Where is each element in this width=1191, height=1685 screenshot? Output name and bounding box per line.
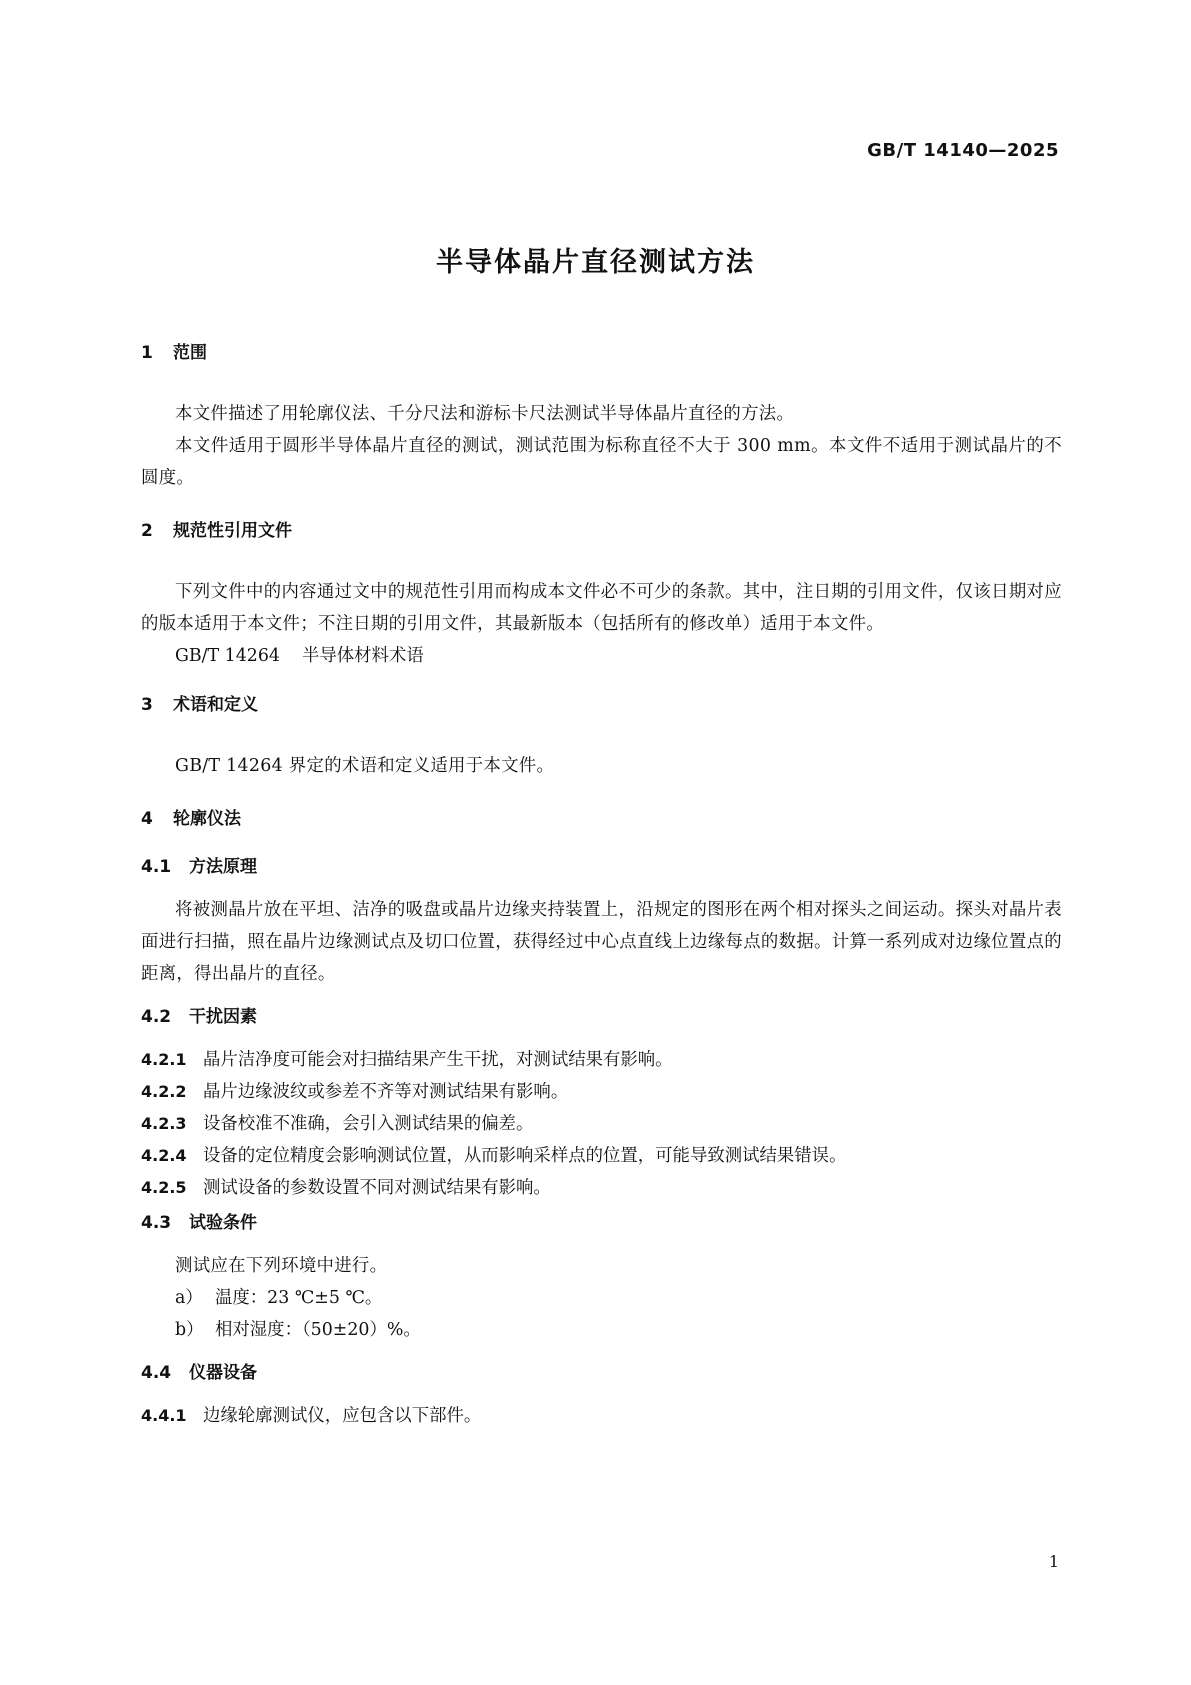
clause-4-2-3 [141, 1108, 1062, 1140]
list-text: 温度：23 ℃±5 ℃。 [215, 1288, 383, 1308]
subsection-heading-4-4 [141, 1358, 1062, 1388]
list-marker: a） [175, 1288, 203, 1308]
clause-text: 设备校准不准确，会引入测试结果的偏差。 [203, 1114, 534, 1134]
clause-number: 4.2.2 [141, 1082, 187, 1101]
section-heading-3 [141, 690, 1062, 720]
clause-text: 测试设备的参数设置不同对测试结果有影响。 [203, 1178, 551, 1198]
clause-number: 4.2.1 [141, 1050, 187, 1069]
paragraph: 本文件适用于圆形半导体晶片直径的测试，测试范围为标称直径不大于 300 mm。本文件不适用于测试晶片的不圆度。 [141, 436, 1062, 488]
section-title: 范围 [173, 343, 207, 363]
clause-4-2-4 [141, 1140, 1062, 1172]
normative-reference [141, 640, 1062, 672]
section-title: 规范性引用文件 [173, 521, 292, 541]
clause-4-2-1 [141, 1044, 1062, 1076]
clause-text: 边缘轮廓测试仪，应包含以下部件。 [203, 1406, 482, 1426]
paragraph: 将被测晶片放在平坦、洁净的吸盘或晶片边缘夹持装置上，沿规定的图形在两个相对探头之间运动。探头对晶片表面进行扫描，照在晶片边缘测试点及切口位置，获得经过中心点直线上边缘每点的数据。计算一系列成对边缘位置点的距离，得出晶片的直径。 [141, 900, 1062, 984]
clause-4-2-2 [141, 1076, 1062, 1108]
clause-number: 4.2.5 [141, 1178, 187, 1197]
section-heading-4 [141, 804, 1062, 834]
clause-text: 晶片洁净度可能会对扫描结果产生干扰，对测试结果有影响。 [203, 1050, 673, 1070]
list-marker: b） [175, 1320, 204, 1340]
section-title: 轮廓仪法 [173, 809, 241, 829]
subsection-title: 干扰因素 [189, 1007, 257, 1027]
page-number: 1 [1048, 1552, 1059, 1571]
list-item-a [141, 1282, 1062, 1314]
subsection-number: 4.1 [141, 857, 172, 877]
document-body [141, 338, 1062, 1432]
paragraph: GB/T 14264 界定的术语和定义适用于本文件。 [175, 756, 555, 776]
subsection-heading-4-1 [141, 852, 1062, 882]
clause-number: 4.2.4 [141, 1146, 187, 1165]
section-heading-2 [141, 516, 1062, 546]
document-title: 半导体晶片直径测试方法 [436, 247, 755, 278]
clause-number: 4.2.3 [141, 1114, 187, 1133]
section-title: 术语和定义 [173, 695, 258, 715]
paragraph: 测试应在下列环境中进行。 [175, 1256, 388, 1276]
clause-text: 设备的定位精度会影响测试位置，从而影响采样点的位置，可能导致测试结果错误。 [203, 1146, 847, 1166]
section-number: 4 [141, 809, 153, 829]
subsection-heading-4-3 [141, 1208, 1062, 1238]
section-number: 3 [141, 695, 153, 715]
subsection-heading-4-2 [141, 1002, 1062, 1032]
paragraph: 下列文件中的内容通过文中的规范性引用而构成本文件必不可少的条款。其中，注日期的引用文件，仅该日期对应的版本适用于本文件；不注日期的引用文件，其最新版本（包括所有的修改单）适用于本文件。 [141, 582, 1062, 634]
list-item-b [141, 1314, 1062, 1346]
subsection-title: 试验条件 [189, 1213, 257, 1233]
reference-name: 半导体材料术语 [301, 646, 424, 666]
section-number: 1 [141, 343, 153, 363]
subsection-number: 4.2 [141, 1007, 172, 1027]
clause-4-2-5 [141, 1172, 1062, 1204]
section-number: 2 [141, 521, 153, 541]
subsection-title: 仪器设备 [189, 1363, 257, 1383]
clause-text: 晶片边缘波纹或参差不齐等对测试结果有影响。 [203, 1082, 569, 1102]
subsection-title: 方法原理 [189, 857, 257, 877]
reference-code: GB/T 14264 [175, 646, 280, 666]
clause-4-4-1 [141, 1400, 1062, 1432]
subsection-number: 4.4 [141, 1363, 172, 1383]
list-text: 相对湿度：（50±20）%。 [215, 1320, 421, 1340]
standard-code: GB/T 14140—2025 [867, 140, 1059, 161]
clause-number: 4.4.1 [141, 1406, 187, 1425]
section-heading-1 [141, 338, 1062, 368]
paragraph: 本文件描述了用轮廓仪法、千分尺法和游标卡尺法测试半导体晶片直径的方法。 [175, 404, 795, 424]
subsection-number: 4.3 [141, 1213, 172, 1233]
